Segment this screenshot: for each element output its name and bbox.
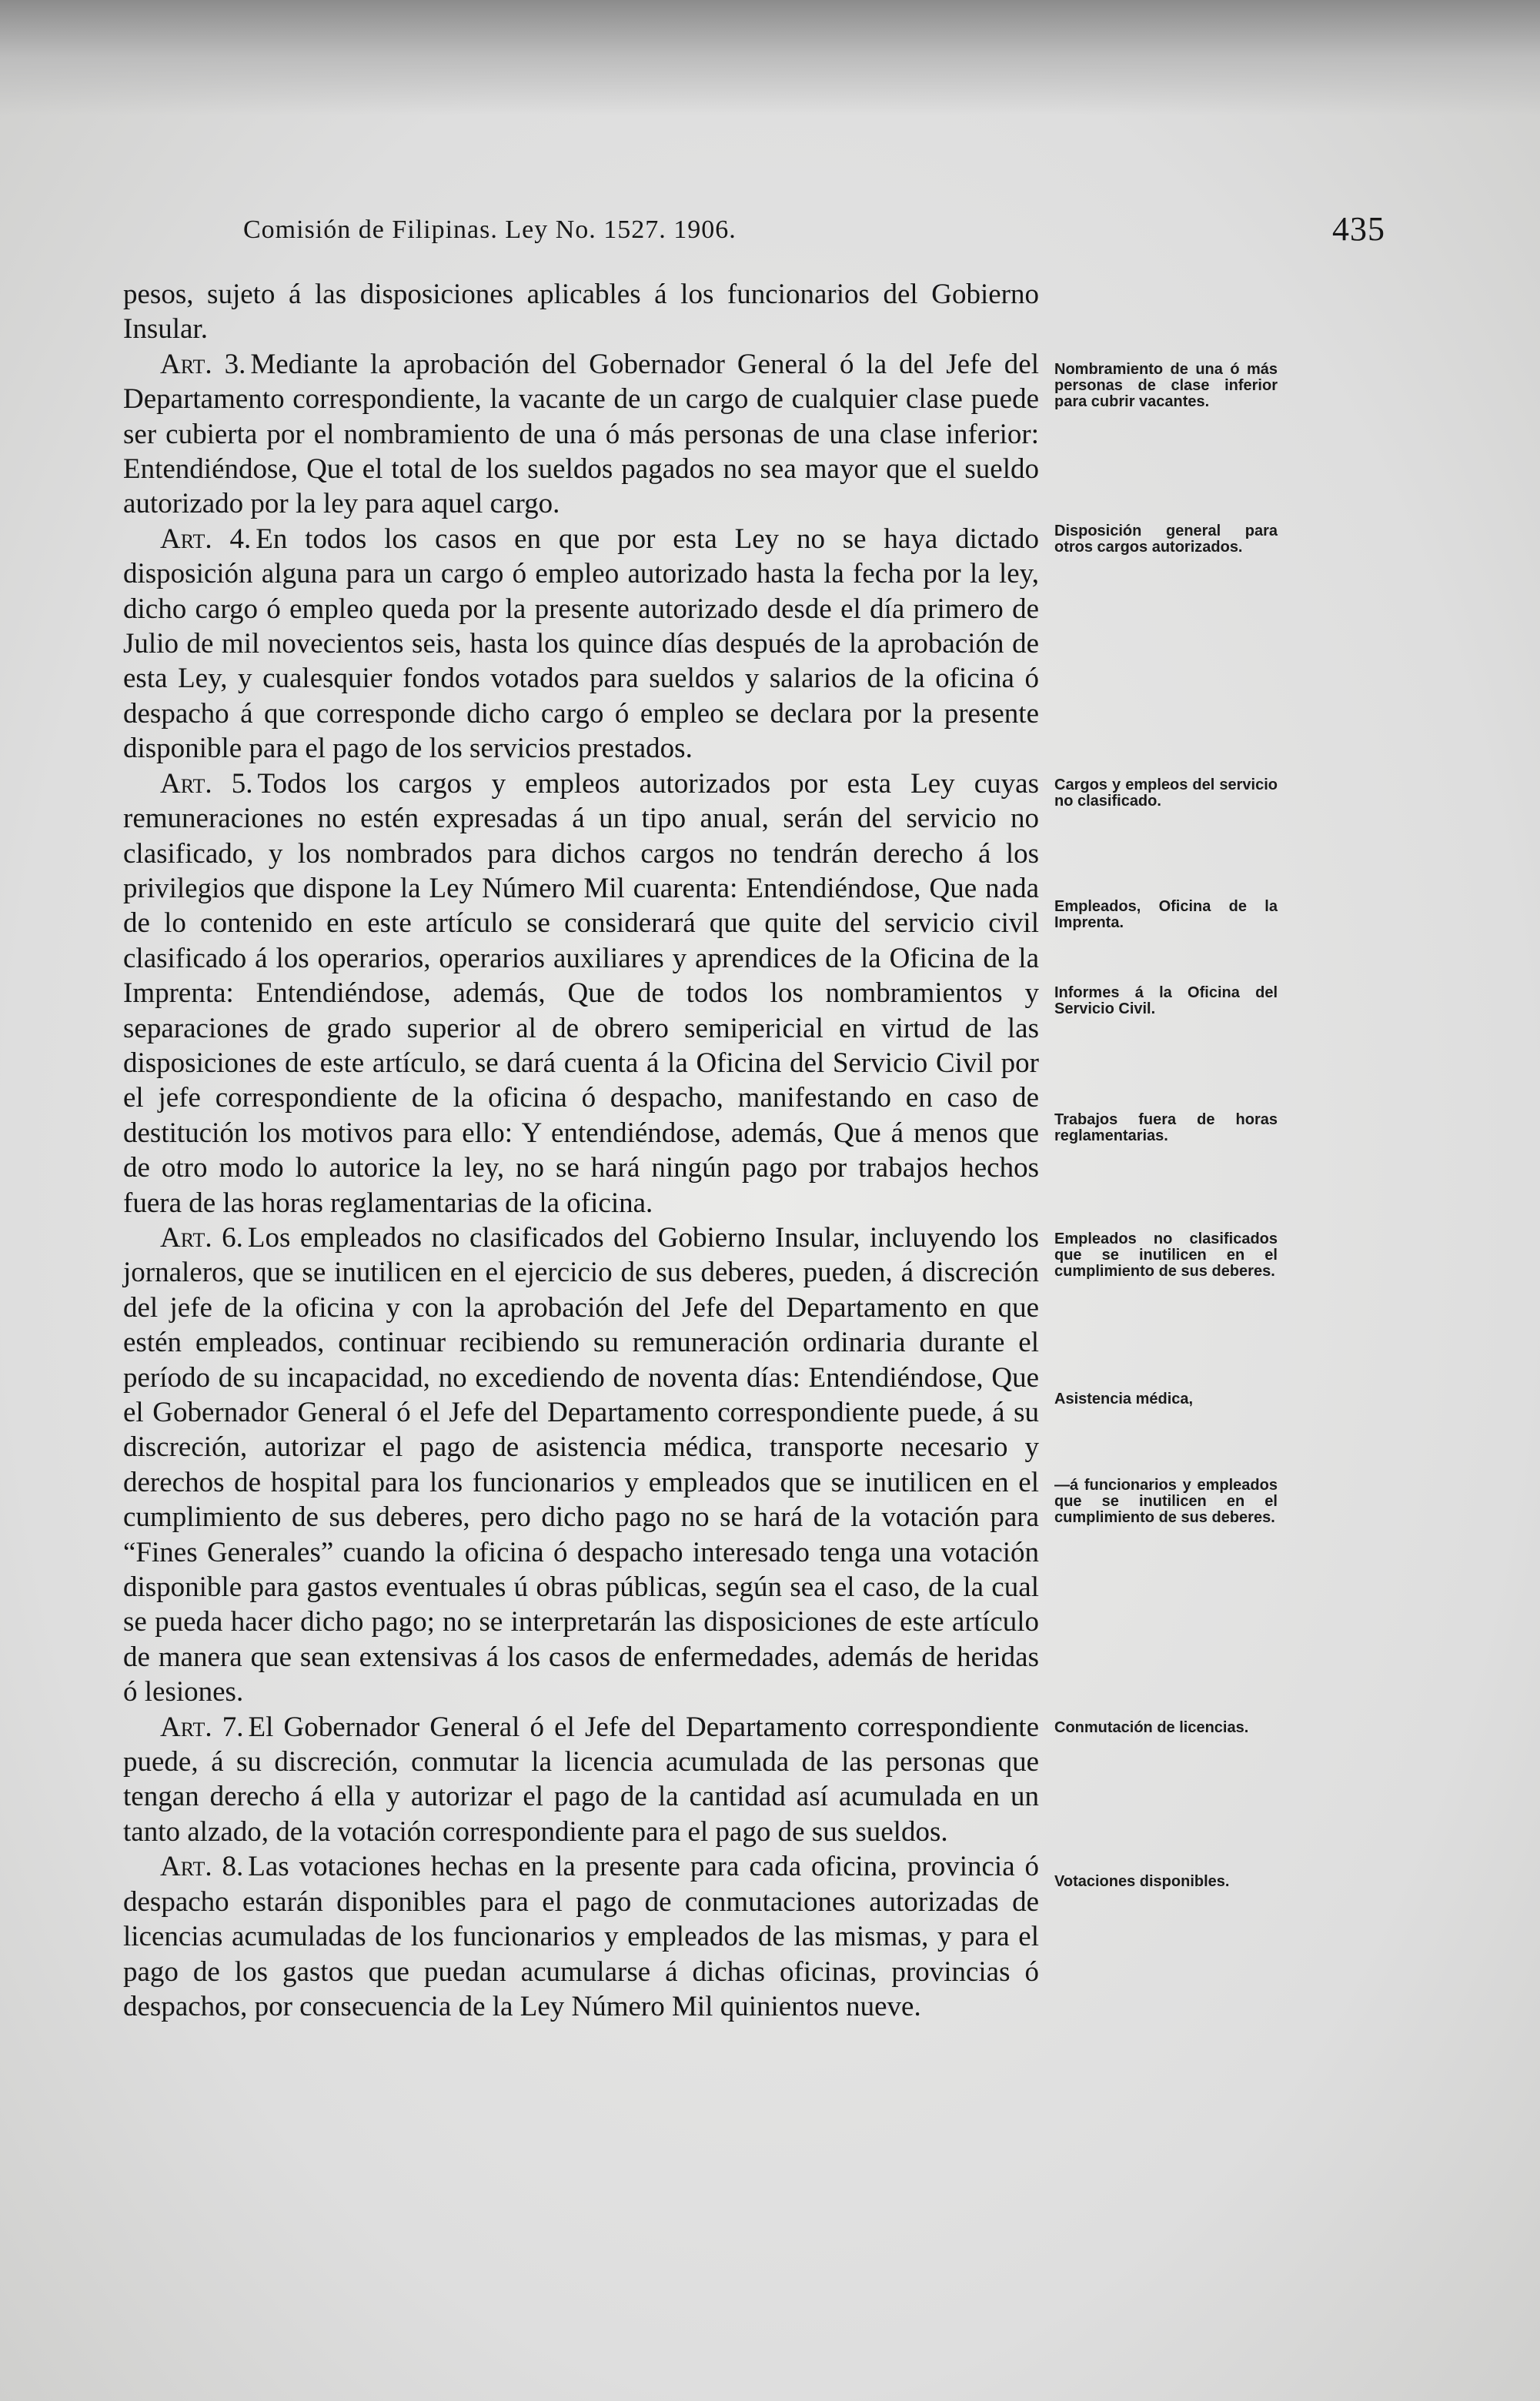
article-text: En todos los casos en que por esta Ley no se haya dictado disposición alguna para un cargo ó empleo autorizado hasta la fecha por la ley, dicho cargo ó empleo queda por la presente autorizado desde el día primero de Julio de mil novecientos seis, hasta los quince días después de la aprobación de esta Ley, y cualesquier fondos votados para sueldos y salarios de la oficina ó despacho á que corresponde dicho cargo ó empleo se declara por la presente disponible para el pago de los servicios prestados. — [123, 523, 1039, 765]
margin-note: Informes á la Oficina del Servicio Civil. — [1054, 984, 1278, 1017]
margin-note: Votaciones disponibles. — [1054, 1873, 1230, 1890]
margin-note: Empleados, Oficina de la Imprenta. — [1054, 898, 1278, 931]
margin-note: Nombramiento de una ó más personas de clase inferior para cubrir vacantes. — [1054, 361, 1278, 410]
margin-note: Conmutación de licencias. — [1054, 1719, 1249, 1736]
article-label: Art. 5. — [160, 767, 253, 800]
article-text: Los empleados no clasificados del Gobierno Insular, incluyendo los jornaleros, que se inutilicen en el ejercicio de sus deberes, pueden, á discreción del jefe de la oficina y con la aprobación del Jefe del Departamento en que estén empleados, continuar recibiendo su remuneración ordinaria durante el período de su incapacidad, no excediendo de noventa días: Entendiéndose, Que el Gobernador General ó el Jefe del Departamento correspondiente puede, á su discreción, autorizar el pago de asistencia médica, transporte necesario y derechos de hospital para los funcionarios y empleados que se inutilicen en el cumplimiento de sus deberes, pero dicho pago no se hará de la votación para “Fines Generales” cuando la oficina ó despacho interesado tenga una votación disponible para gastos eventuales ú obras públicas, según sea el caso, de la cual se pueda hacer dicho pago; no se interpretarán las disposiciones de este artículo de manera que sean extensivas á los casos de enfermedades, además de heridas ó lesiones. — [123, 1221, 1039, 1708]
article-label: Art. 3. — [160, 348, 246, 380]
intro-paragraph: pesos, sujeto á las disposiciones aplicables á los funcionarios del Gobierno Insular. — [123, 279, 1039, 346]
page-number: 435 — [1332, 210, 1385, 248]
margin-note: Trabajos fuera de horas reglamentarias. — [1054, 1111, 1278, 1144]
scan-shadow — [0, 0, 1540, 115]
margin-note: Asistencia médica, — [1054, 1391, 1194, 1408]
article-text: Todos los cargos y empleos autorizados por esta Ley cuyas remuneraciones no estén expresadas á un tipo anual, serán del servicio no clasificado, y los nombrados para dichos cargos no tendrán derecho á los privilegios que dispone la Ley Número Mil cuarenta: Entendiéndose, Que nada de lo contenido en este artículo se considerará que quite del servicio civil clasificado á los operarios, operarios auxiliares y aprendices de la Oficina de la Imprenta: Entendiéndose, además, Que de todos los nombramientos y separaciones de grado superior al de obrero semipericial en virtud de las disposiciones de este artículo, se dará cuenta á la Oficina del Servicio Civil por el jefe correspondiente de la oficina ó despacho, manifestando en caso de destitución los motivos para ello: Y entendiéndose, además, Que á menos que de otro modo lo autorice la ley, no se hará ningún pago por trabajos hechos fuera de las horas reglamentarias de la oficina. — [123, 767, 1039, 1219]
article-7 — [123, 1710, 1039, 1850]
article-8 — [123, 1849, 1039, 2024]
article-text: El Gobernador General ó el Jefe del Departamento correspondiente puede, á su discreción, conmutar la licencia acumulada de las personas que tengan derecho á ella y autorizar el pago de la cantidad así acumulada en un tanto alzado, de la votación correspondiente para el pago de sus sueldos. — [123, 1711, 1039, 1848]
article-label: Art. 4. — [160, 523, 252, 555]
margin-note: Empleados no clasificados que se inutilicen en el cumplimiento de sus deberes. — [1054, 1231, 1278, 1280]
margin-note: —á funcionarios y empleados que se inutilicen en el cumplimiento de sus deberes. — [1054, 1477, 1278, 1526]
article-label: Art. 6. — [160, 1221, 243, 1254]
article-label: Art. 7. — [160, 1711, 244, 1743]
article-text: Las votaciones hechas en la presente para cada oficina, provincia ó despacho estarán disponibles para el pago de conmutaciones autorizadas de licencias acumuladas de los funcionarios y empleados de las mismas, y para el pago de los gastos que puedan acumularse á dichas oficinas, provincias ó despachos, por consecuencia de la Ley Número Mil quinientos nueve. — [123, 1851, 1039, 2022]
article-6 — [123, 1221, 1039, 1710]
article-4 — [123, 522, 1039, 766]
margin-note: Cargos y empleos del servicio no clasificado. — [1054, 776, 1278, 810]
running-title: Comisión de Filipinas. Ley No. 1527. 1906. — [243, 215, 737, 244]
article-text: Mediante la aprobación del Gobernador General ó la del Jefe del Departamento correspondiente, la vacante de un cargo de cualquier clase puede ser cubierta por el nombramiento de una ó más personas de una clase inferior: Entendiéndose, Que el total de los sueldos pagados no sea mayor que el sueldo autorizado por la ley para aquel cargo. — [123, 348, 1039, 520]
body-text — [123, 277, 1039, 2024]
article-3 — [123, 347, 1039, 522]
margin-note: Disposición general para otros cargos autorizados. — [1054, 523, 1278, 556]
article-label: Art. 8. — [160, 1851, 244, 1883]
article-5 — [123, 766, 1039, 1221]
page-header — [243, 209, 1390, 255]
